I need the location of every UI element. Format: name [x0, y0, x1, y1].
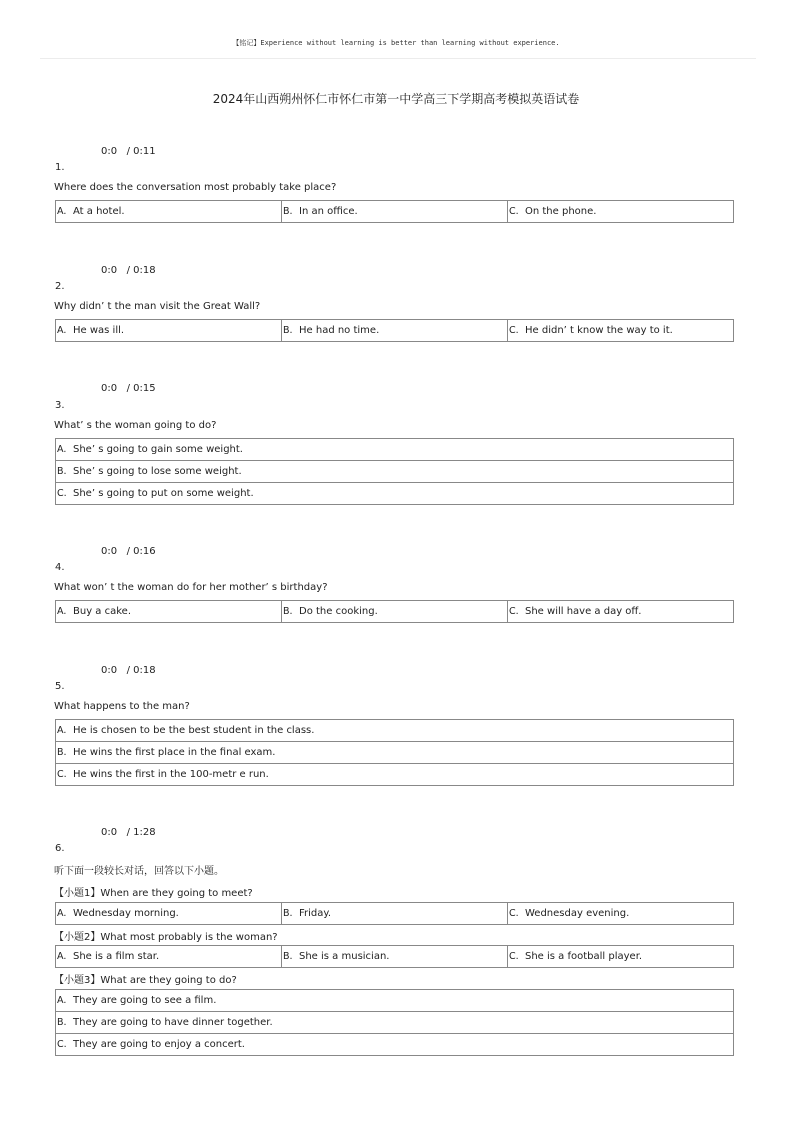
option-letter: C. [509, 606, 519, 617]
audio-player-q6[interactable]: 0:0 / 1:28 [101, 827, 156, 838]
option-text: He wins the first place in the final exam. [73, 747, 276, 758]
option-letter: A. [57, 444, 67, 455]
option-text: They are going to enjoy a concert. [73, 1039, 245, 1050]
options-table [55, 319, 734, 342]
option-letter: A. [57, 325, 67, 336]
option-a[interactable] [56, 903, 281, 924]
option-a[interactable] [56, 601, 281, 622]
header-divider [40, 58, 756, 59]
option-b[interactable] [281, 601, 507, 622]
option-b[interactable] [281, 201, 507, 222]
option-text: On the phone. [525, 206, 597, 217]
option-letter: B. [57, 747, 67, 758]
question-text: What won’ t the woman do for her mother’ s birthday? [54, 582, 328, 593]
option-text: She is a film star. [73, 951, 160, 962]
question-text: What happens to the man? [54, 701, 190, 712]
option-letter: B. [283, 951, 293, 962]
audio-player-q3[interactable]: 0:0 / 0:15 [101, 383, 156, 394]
audio-player-q5[interactable]: 0:0 / 0:18 [101, 665, 156, 676]
question-number: 5. [55, 681, 65, 692]
question-number: 3. [55, 400, 65, 411]
option-letter: C. [509, 325, 519, 336]
option-text: She is a football player. [525, 951, 643, 962]
question-number: 1. [55, 162, 65, 173]
option-letter: C. [57, 488, 67, 499]
option-text: Friday. [299, 908, 332, 919]
option-text: At a hotel. [73, 206, 125, 217]
option-text: They are going to see a film. [73, 995, 217, 1006]
option-letter: C. [509, 908, 519, 919]
option-letter: B. [283, 606, 293, 617]
option-letter: A. [57, 206, 67, 217]
sub-question-text: 【小题1】When are they going to meet? [54, 888, 253, 899]
option-letter: C. [57, 769, 67, 780]
option-c[interactable] [56, 1033, 733, 1055]
options-table [55, 200, 734, 223]
option-text: Wednesday evening. [525, 908, 630, 919]
option-text: She’ s going to gain some weight. [73, 444, 243, 455]
option-c[interactable] [507, 320, 733, 341]
page-title: 2024年山西朔州怀仁市怀仁市第一中学高三下学期高考模拟英语试卷 [212, 92, 580, 106]
option-c[interactable] [56, 763, 733, 785]
option-text: He didn’ t know the way to it. [525, 325, 673, 336]
option-b[interactable] [56, 741, 733, 763]
question-text: Why didn’ t the man visit the Great Wall? [54, 301, 261, 312]
option-letter: A. [57, 725, 67, 736]
option-text: She’ s going to put on some weight. [73, 488, 254, 499]
question-number: 4. [55, 562, 65, 573]
option-letter: B. [57, 1017, 67, 1028]
option-letter: B. [283, 325, 293, 336]
option-letter: B. [57, 466, 67, 477]
option-text: Wednesday morning. [73, 908, 179, 919]
options-table [55, 945, 734, 968]
option-letter: B. [283, 206, 293, 217]
option-c[interactable] [507, 946, 733, 967]
option-b[interactable] [281, 946, 507, 967]
question-number: 2. [55, 281, 65, 292]
option-text: She is a musician. [299, 951, 390, 962]
options-table [55, 989, 734, 1056]
audio-player-q4[interactable]: 0:0 / 0:16 [101, 546, 156, 557]
option-letter: C. [509, 951, 519, 962]
option-a[interactable] [56, 990, 733, 1011]
options-table [55, 600, 734, 623]
option-letter: C. [509, 206, 519, 217]
option-text: He had no time. [299, 325, 380, 336]
option-b[interactable] [281, 903, 507, 924]
options-table [55, 902, 734, 925]
option-c[interactable] [507, 903, 733, 924]
option-a[interactable] [56, 201, 281, 222]
question-number: 6. [55, 843, 65, 854]
audio-player-q2[interactable]: 0:0 / 0:18 [101, 265, 156, 276]
question-instruction: 听下面一段较长对话，回答以下小题。 [54, 866, 224, 877]
question-text: What’ s the woman going to do? [54, 420, 217, 431]
option-a[interactable] [56, 720, 733, 741]
option-text: She will have a day off. [525, 606, 642, 617]
option-a[interactable] [56, 320, 281, 341]
option-text: She’ s going to lose some weight. [73, 466, 242, 477]
option-text: He was ill. [73, 325, 125, 336]
option-letter: B. [283, 908, 293, 919]
question-text: Where does the conversation most probably take place? [54, 182, 337, 193]
sub-question-text: 【小题2】What most probably is the woman? [54, 932, 278, 943]
option-b[interactable] [56, 1011, 733, 1033]
option-letter: A. [57, 908, 67, 919]
sub-question-text: 【小题3】What are they going to do? [54, 975, 237, 986]
option-text: In an office. [299, 206, 358, 217]
header-motto: 【铭记】Experience without learning is better than learning without experience. [232, 39, 560, 47]
option-text: He is chosen to be the best student in the class. [73, 725, 315, 736]
option-c[interactable] [507, 601, 733, 622]
option-text: Buy a cake. [73, 606, 131, 617]
option-text: Do the cooking. [299, 606, 378, 617]
audio-player-q1[interactable]: 0:0 / 0:11 [101, 146, 156, 157]
option-text: They are going to have dinner together. [73, 1017, 273, 1028]
option-b[interactable] [281, 320, 507, 341]
option-c[interactable] [507, 201, 733, 222]
option-text: He wins the first in the 100-metr e run. [73, 769, 269, 780]
option-letter: C. [57, 1039, 67, 1050]
option-a[interactable] [56, 946, 281, 967]
option-letter: A. [57, 995, 67, 1006]
option-b[interactable] [56, 460, 733, 482]
options-table [55, 438, 734, 505]
option-c[interactable] [56, 482, 733, 504]
option-letter: A. [57, 951, 67, 962]
option-letter: A. [57, 606, 67, 617]
options-table [55, 719, 734, 786]
option-a[interactable] [56, 439, 733, 460]
